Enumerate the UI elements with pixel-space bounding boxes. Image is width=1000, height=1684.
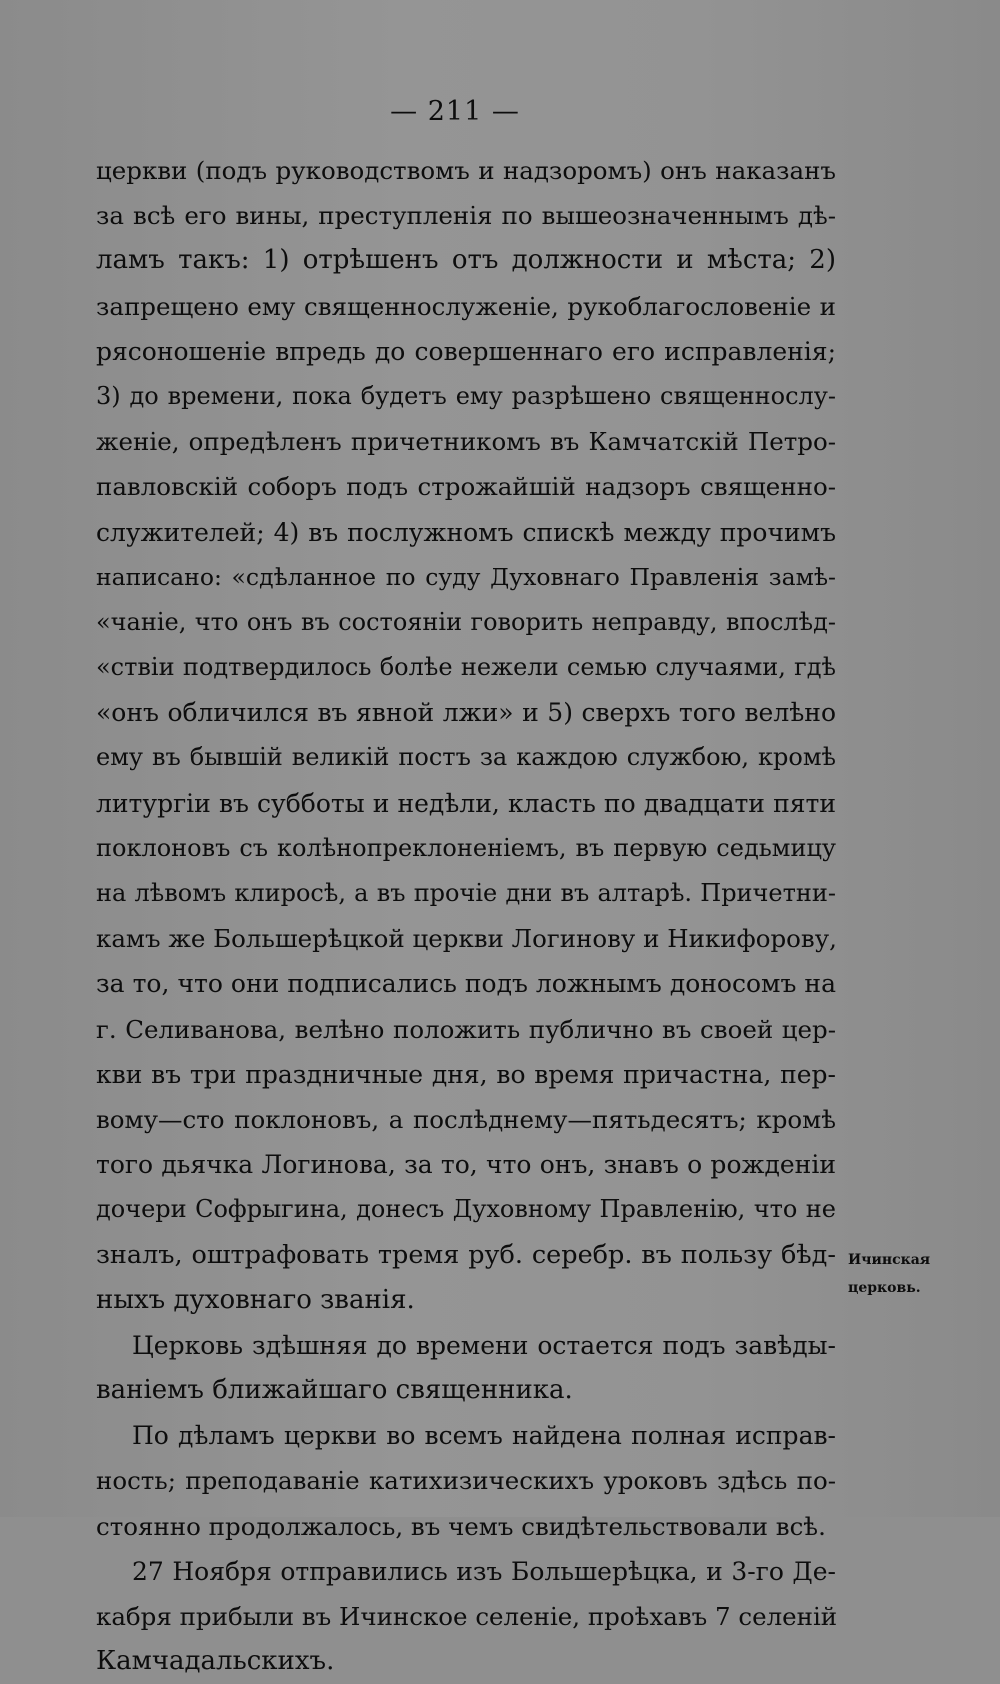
margin-note-line: церковь. [848, 1280, 921, 1296]
text-line: Камчадальскихъ. [96, 1646, 335, 1677]
text-line: ныхъ духовнаго званія. [96, 1284, 415, 1315]
text-line: «чаніе, что онъ въ состояніи говорить неправду, впослѣд- [96, 607, 836, 636]
text-line: рясоношеніе впредь до совершеннаго его исправленія; [96, 336, 836, 366]
text-line: Церковь здѣшняя до времени остается подъ завѣды- [132, 1330, 836, 1360]
text-line: церкви (подъ руководствомъ и надзоромъ) онъ наказанъ [96, 156, 836, 185]
text-line: По дѣламъ церкви во всемъ найдена полная исправ- [132, 1421, 836, 1451]
text-line: написано: «сдѣланное по суду Духовнаго Правленія замѣ- [96, 562, 836, 591]
page-number: — 211 — [390, 96, 520, 127]
text-line: ему въ бывшій великій постъ за каждою службою, кромѣ [96, 743, 836, 772]
margin-note [848, 1246, 930, 1302]
text-line: «онъ обличился въ явной лжи» и 5) сверхъ того велѣно [96, 698, 836, 728]
text-line: павловскій соборъ подъ строжайшій надзоръ священно- [96, 472, 836, 502]
text-line: ламъ такъ: 1) отрѣшенъ отъ должности и мѣста; 2) [96, 245, 836, 276]
text-line: служителей; 4) въ послужномъ спискѣ между прочимъ [96, 517, 836, 547]
text-line: кви въ три праздничные дня, во время причастна, пер- [96, 1059, 836, 1089]
text-line: женіе, опредѣленъ причетникомъ въ Камчатскій Петро- [96, 427, 836, 457]
text-line: ваніемъ ближайшаго священника. [96, 1375, 573, 1406]
text-line: за то, что они подписались подъ ложнымъ доносомъ на [96, 969, 836, 999]
text-line: вому—сто поклоновъ, а послѣднему—пятьдесятъ; кромѣ [96, 1104, 836, 1134]
text-line: запрещено ему священнослуженіе, рукоблагословеніе и [96, 291, 836, 321]
text-line: зналъ, оштрафовать тремя руб. серебр. въ пользу бѣд- [96, 1239, 836, 1270]
text-line: ность; преподаваніе катихизическихъ уроковъ здѣсь по- [96, 1466, 836, 1496]
text-line: 3) до времени, пока будетъ ему разрѣшено священнослу- [96, 381, 836, 410]
text-line: поклоновъ съ колѣнопреклоненіемъ, въ первую седьмицу [96, 833, 836, 862]
text-line: камъ же Большерѣцкой церкви Логинову и Никифорову, [96, 924, 837, 954]
text-line: стоянно продолжалось, въ чемъ свидѣтельствовали всѣ. [96, 1511, 826, 1541]
text-line: за всѣ его вины, преступленія по вышеозначеннымъ дѣ- [96, 201, 836, 231]
text-line: дочери Софрыгина, донесъ Духовному Правленію, что не [96, 1195, 836, 1224]
text-line: г. Селиванова, велѣно положить публично въ своей цер- [96, 1014, 836, 1044]
text-line: на лѣвомъ клиросѣ, а въ прочіе дни въ алтарѣ. Причетни- [96, 879, 836, 907]
text-line: кабря прибыли въ Ичинское селеніе, проѣхавъ 7 селеній [96, 1602, 838, 1631]
body-text [96, 148, 836, 1684]
text-line: литургіи въ субботы и недѣли, класть по двадцати пяти [96, 788, 836, 818]
text-line: того дьячка Логинова, за то, что онъ, знавъ о рожденіи [96, 1150, 836, 1180]
text-line: «ствіи подтвердилось болѣе нежели семью случаями, гдѣ [96, 653, 836, 682]
text-line: 27 Ноября отправились изъ Большерѣцка, и 3-го Де- [132, 1556, 836, 1586]
margin-note-line: Ичинская [848, 1252, 931, 1268]
